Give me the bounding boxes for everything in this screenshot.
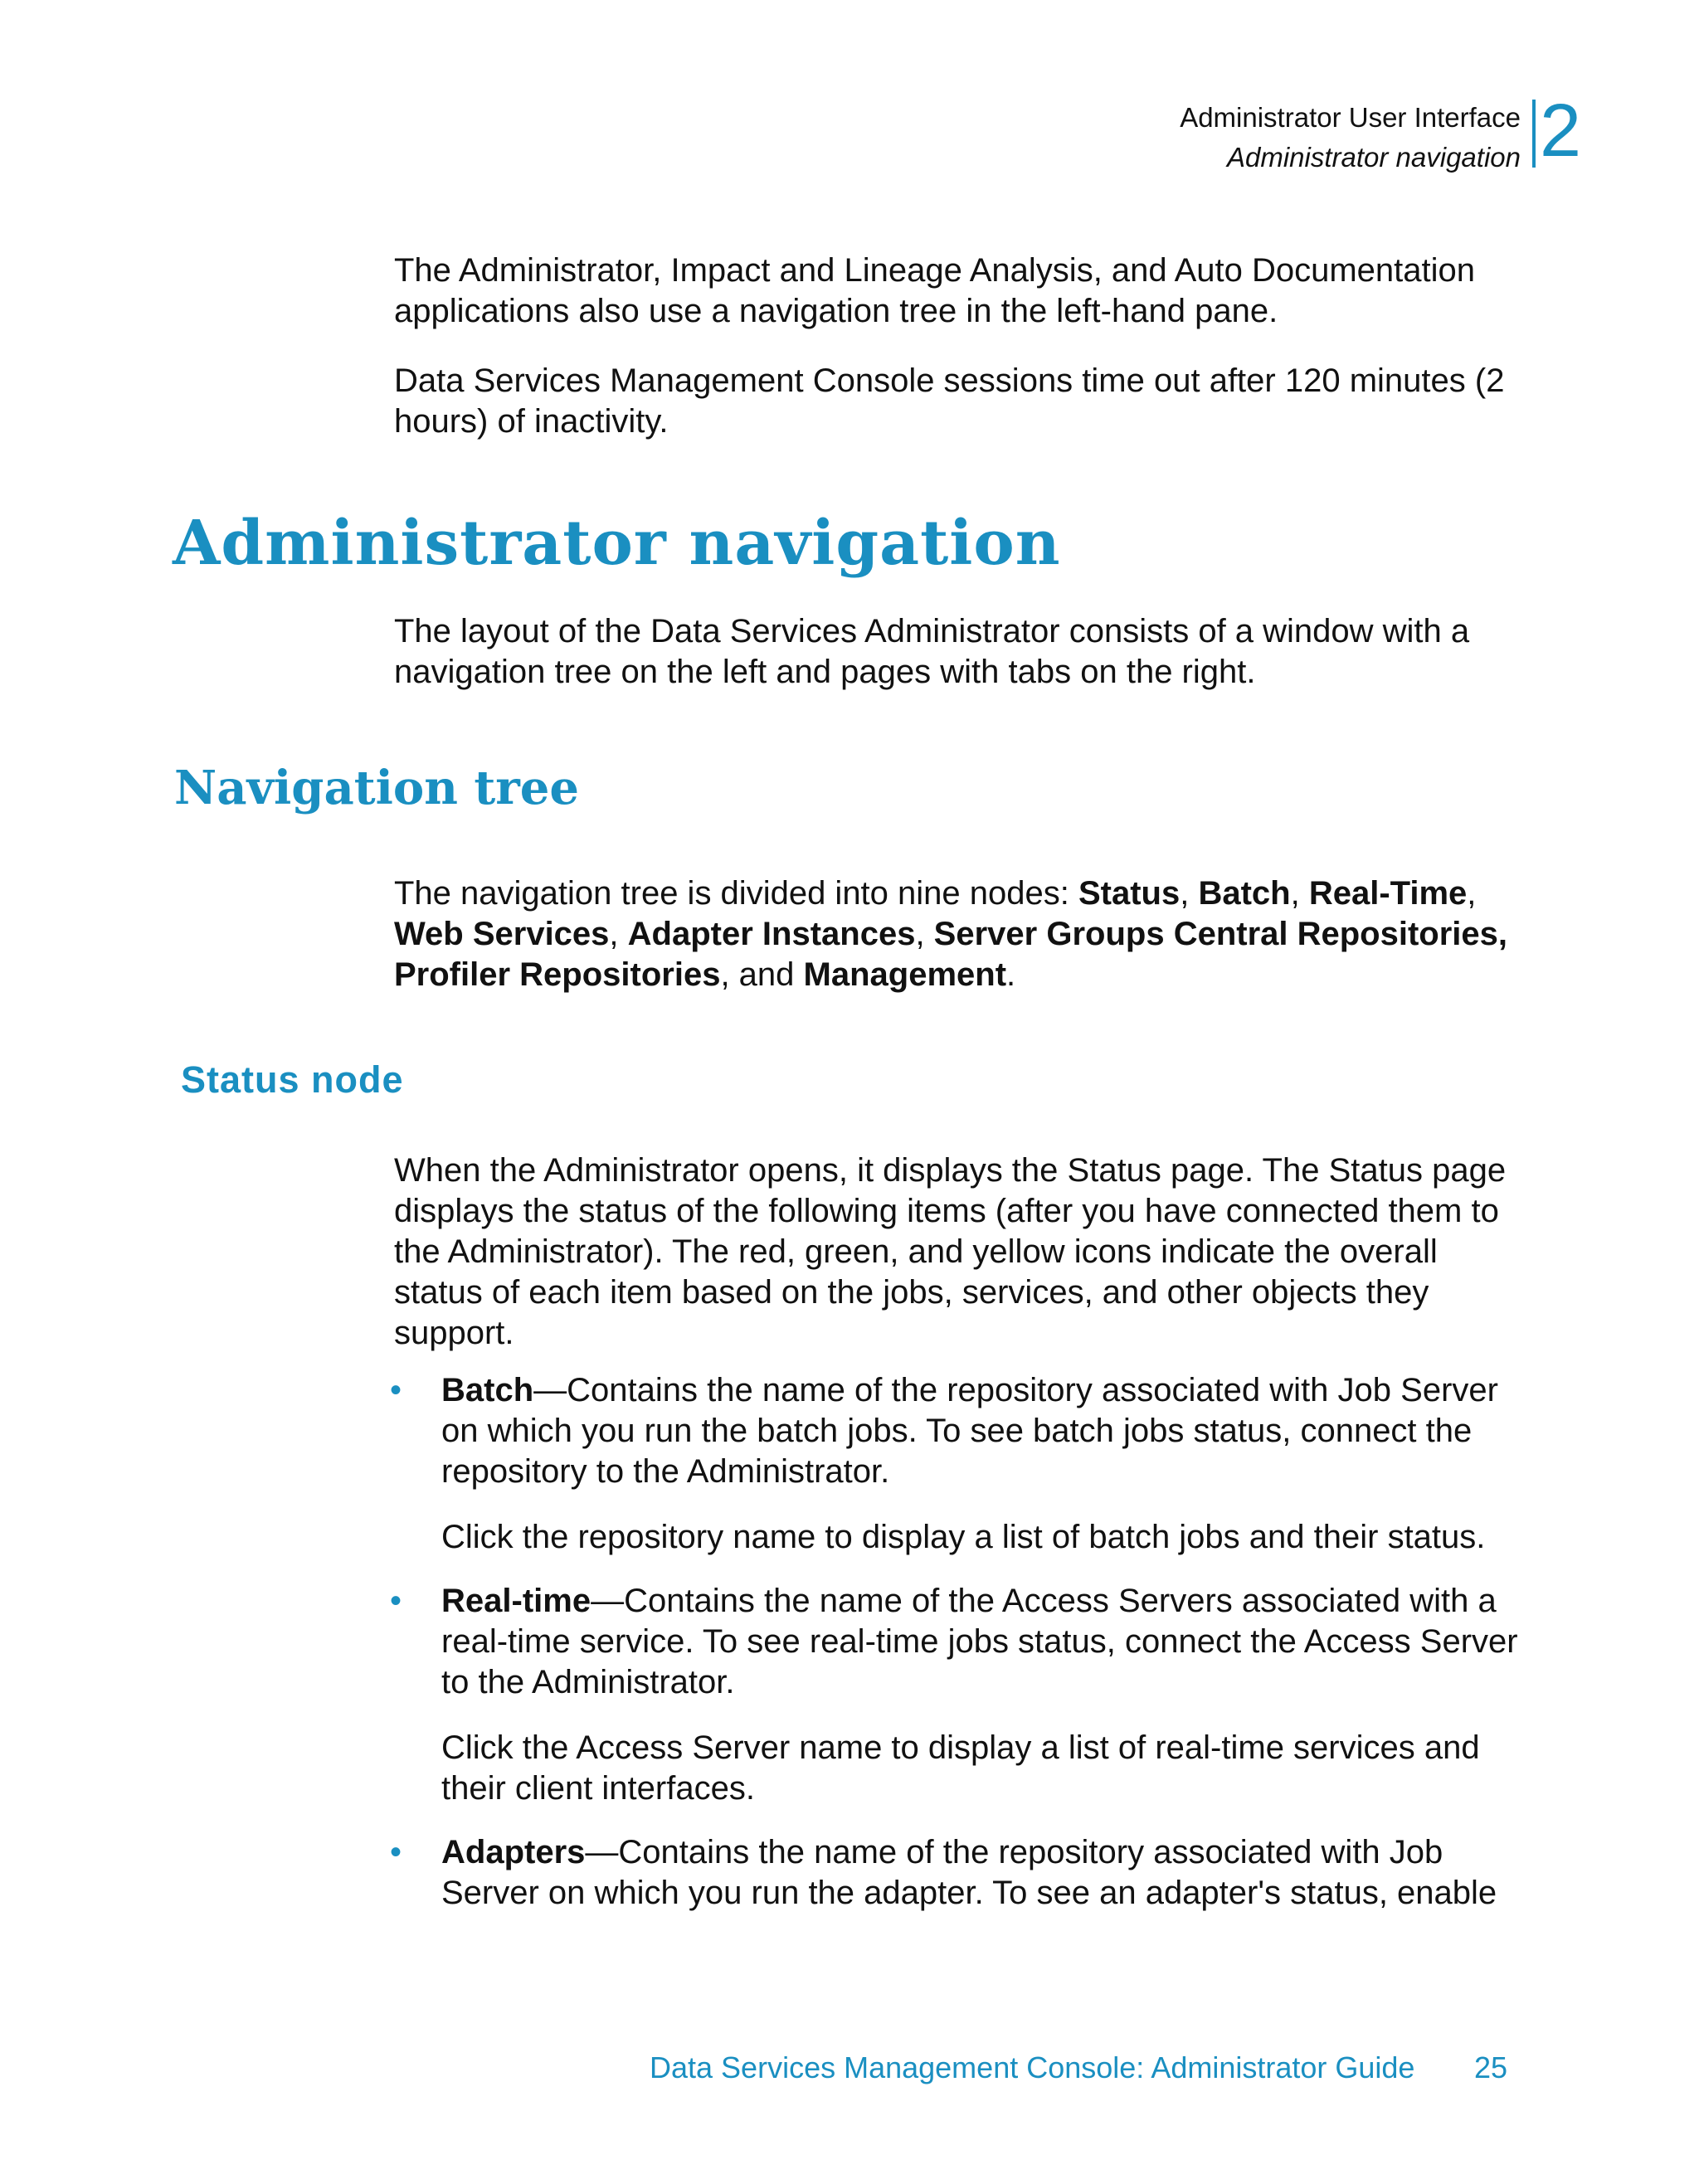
page-number: 25 bbox=[1474, 2050, 1508, 2084]
node-real-time: Real-Time bbox=[1308, 875, 1468, 912]
intro-paragraph-2: Data Services Management Console sessions time out after 120 minutes (2 hours) of inactivity. bbox=[394, 362, 1505, 440]
chapter-divider bbox=[1532, 100, 1536, 168]
node-adapter-instances: Adapter Instances bbox=[627, 916, 916, 952]
bullet-item-real-time-note: Click the Access Server name to display a list of real-time services and their client interfaces. bbox=[441, 1729, 1480, 1807]
status-node-heading: Status node bbox=[181, 1058, 404, 1101]
bullet-item-batch-note: Click the repository name to display a list of batch jobs and their status. bbox=[441, 1519, 1486, 1555]
node-server-groups: Server Groups bbox=[933, 916, 1165, 952]
chapter-number: 2 bbox=[1540, 90, 1582, 173]
node-status: Status bbox=[1078, 875, 1181, 912]
bullet-icon: • bbox=[390, 1834, 402, 1870]
chapter-title: Administrator User Interface bbox=[1180, 102, 1521, 133]
section-title: Administrator navigation bbox=[1226, 142, 1521, 173]
bullet-item-batch: Batch—Contains the name of the repository associated with Job Server on which you run the batch jobs. To see batch jobs status, connect the repository to the Administrator. bbox=[441, 1372, 1498, 1490]
status-node-paragraph: When the Administrator opens, it displays the Status page. The Status page displays the status of the following items (after you have connected them to the Administrator). The red, green, and yellow icons indicate the overall status of each item based on the jobs, services, and other objects they support. bbox=[394, 1152, 1507, 1351]
bullet-icon: • bbox=[390, 1583, 402, 1619]
intro-paragraph-1: The Administrator, Impact and Lineage Analysis, and Auto Documentation applications also use a navigation tree in the left-hand pane. bbox=[394, 252, 1476, 329]
node-batch: Batch bbox=[1198, 875, 1291, 912]
node-central-repositories: Central Repositories, bbox=[1173, 916, 1508, 952]
bullet-item-real-time: Real-time—Contains the name of the Access Servers associated with a real-time service. To see real-time jobs status, connect the Access Server to the Administrator. bbox=[441, 1583, 1518, 1700]
section-paragraph: The layout of the Data Services Administrator consists of a window with a navigation tree on the left and pages with tabs on the right. bbox=[394, 613, 1470, 690]
section-heading: Administrator navigation bbox=[173, 508, 1061, 579]
node-profiler-repositories: Profiler Repositories bbox=[394, 956, 721, 993]
running-header bbox=[1180, 98, 1521, 178]
navigation-tree-heading: Navigation tree bbox=[174, 761, 580, 815]
node-management: Management bbox=[803, 956, 1007, 993]
bullet-icon: • bbox=[390, 1372, 402, 1408]
navigation-tree-paragraph: The navigation tree is divided into nine nodes: Status, Batch, Real-Time, Web Services, Adapter Instances, Server Groups Central Repositories, Profiler Repositories, and Management. bbox=[394, 875, 1508, 993]
bullet-item-adapters: Adapters—Contains the name of the repository associated with Job Server on which you run the adapter. To see an adapter's status, enable bbox=[441, 1834, 1497, 1911]
node-web-services: Web Services bbox=[394, 916, 610, 952]
footer-title: Data Services Management Console: Administrator Guide bbox=[650, 2050, 1415, 2084]
